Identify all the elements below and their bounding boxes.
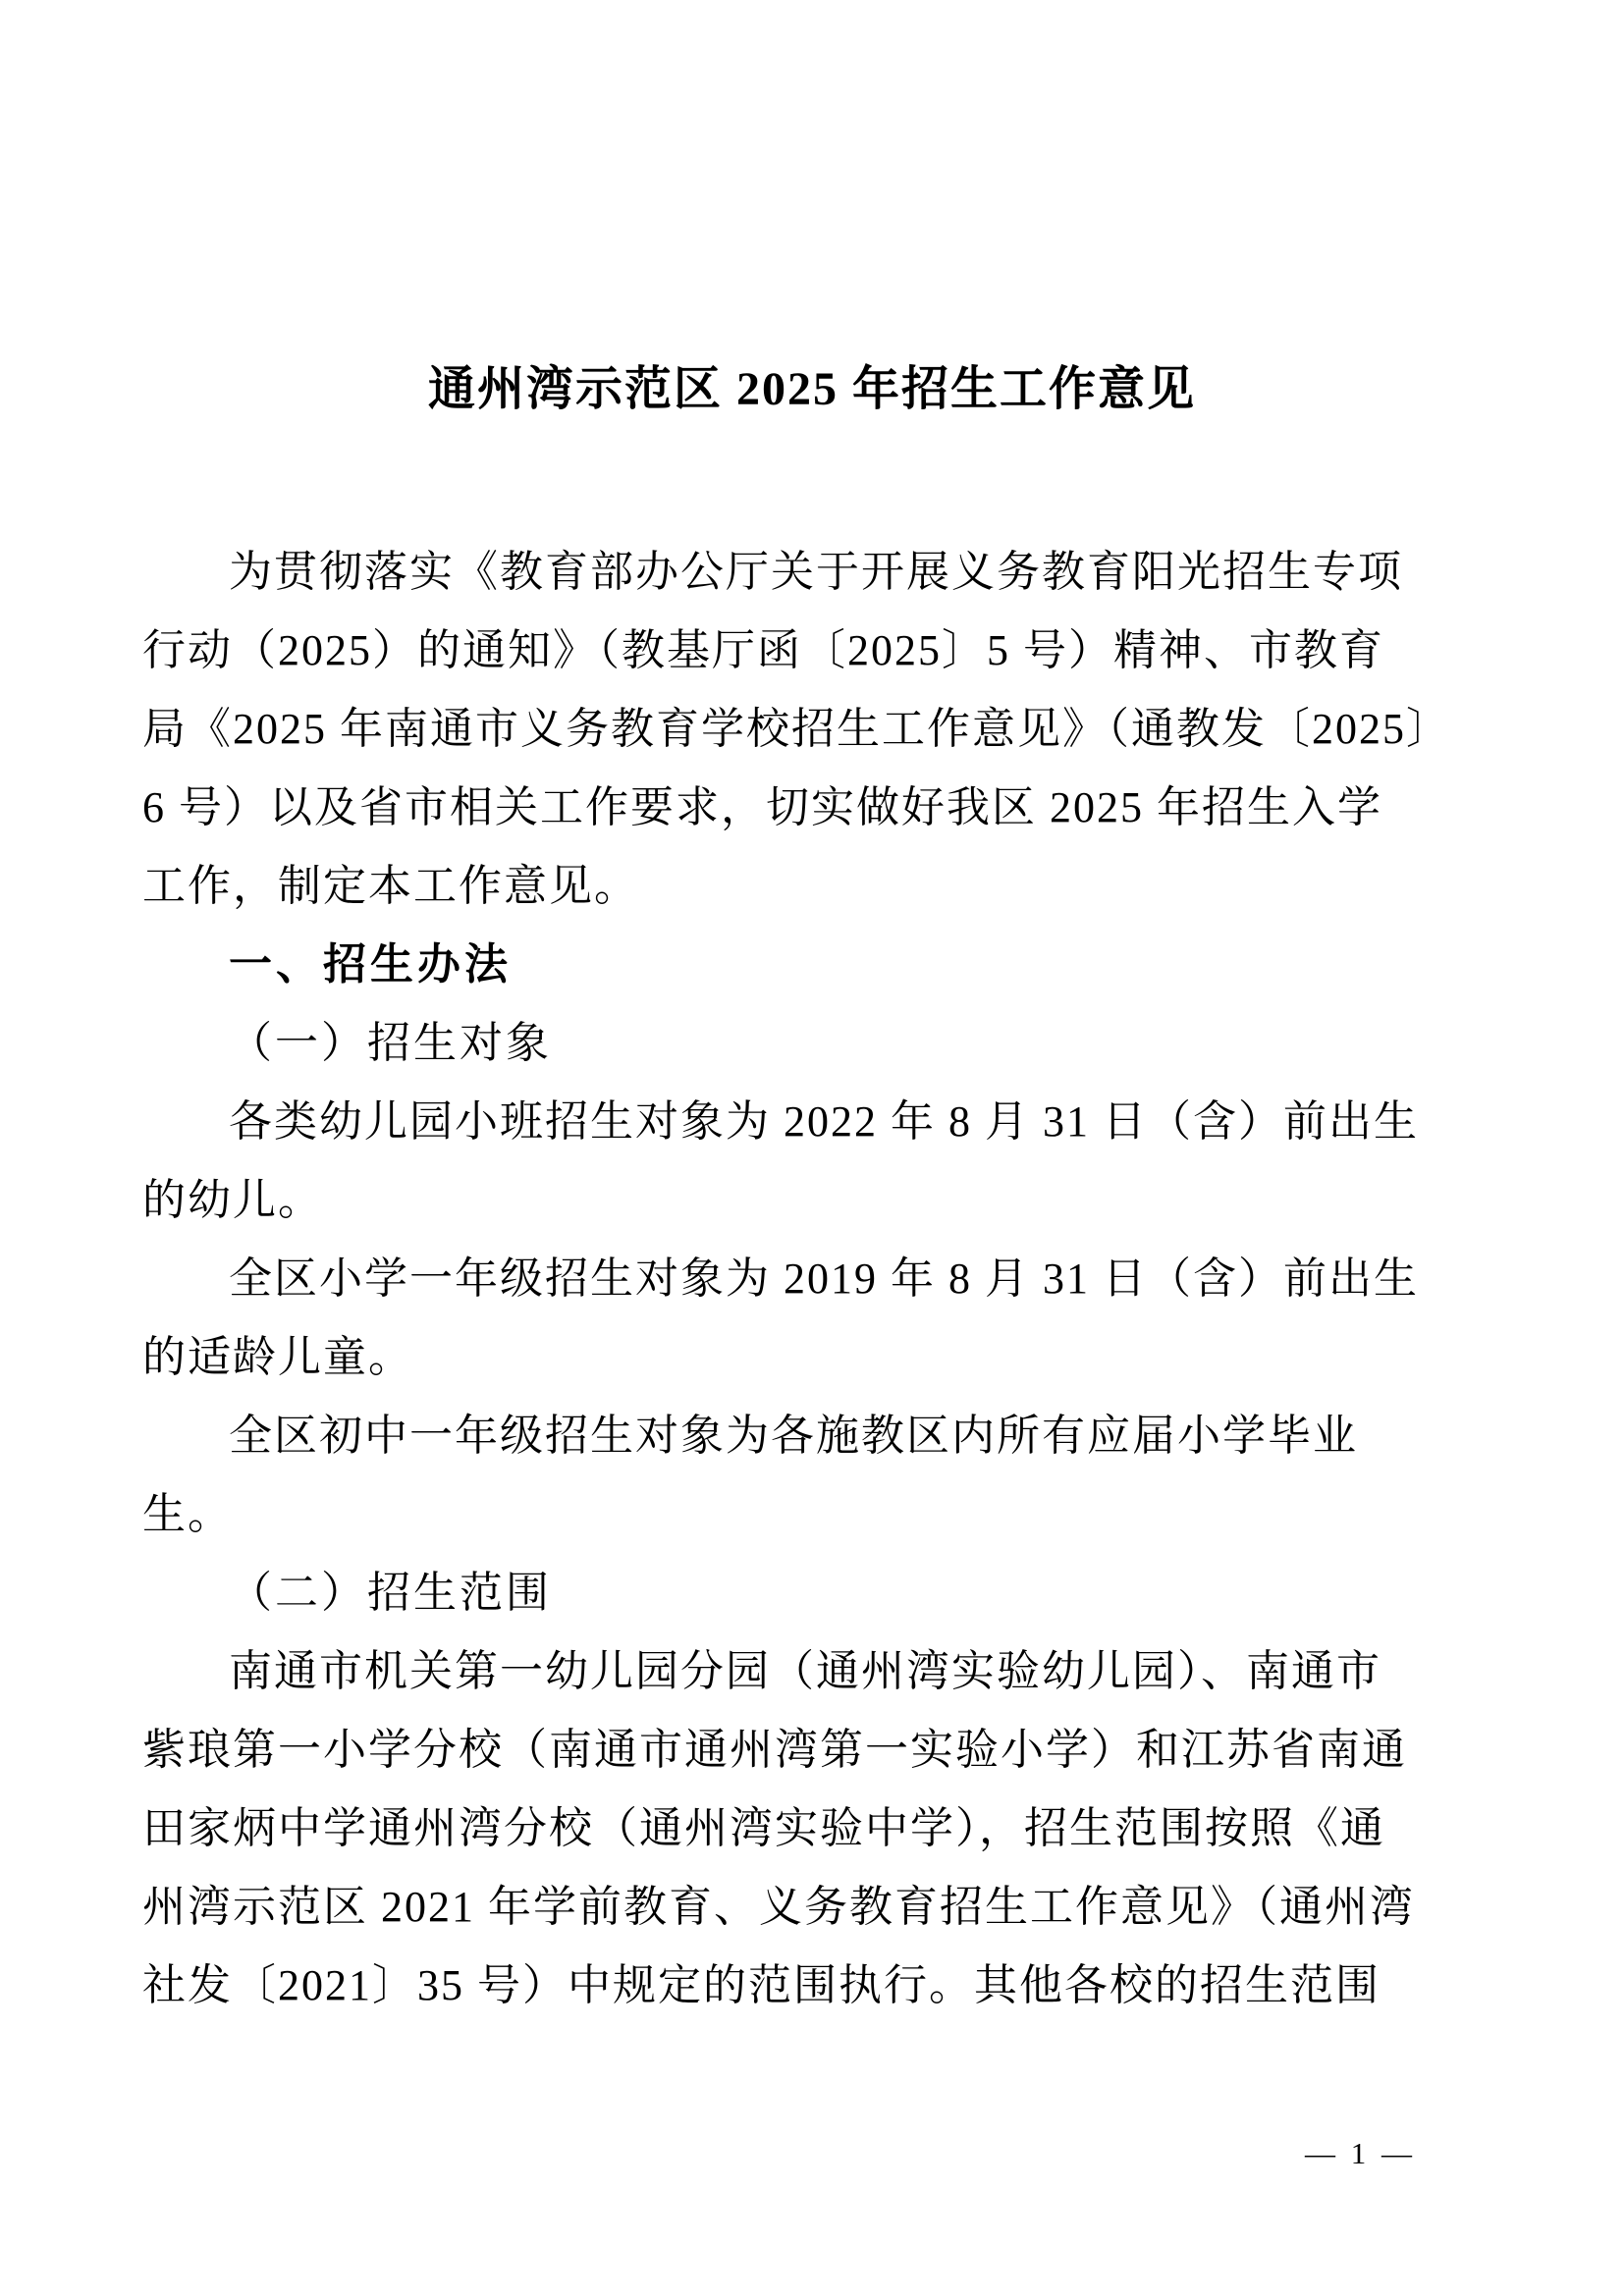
text-line: 工作，制定本工作意见。	[142, 862, 639, 910]
text-line: 社发〔2021〕35 号）中规定的范围执行。其他各校的招生范围	[142, 1961, 1380, 2009]
text-line: 行动（2025）的通知》（教基厅函〔2025〕5 号）精神、市教育	[142, 626, 1384, 674]
text-line: 南通市机关第一幼儿园分园（通州湾实验幼儿园）、南通市	[229, 1647, 1381, 1695]
text-line: 生。	[142, 1490, 233, 1538]
text-line: 的幼儿。	[142, 1176, 323, 1224]
text-line: 全区初中一年级招生对象为各施教区内所有应届小学毕业	[229, 1412, 1358, 1460]
document-title: 通州湾示范区 2025 年招生工作意见	[427, 363, 1196, 415]
sub-heading: （二）招生范围	[229, 1569, 552, 1617]
text-line: 紫琅第一小学分校（南通市通州湾第一实验小学）和江苏省南通	[142, 1726, 1407, 1774]
text-line: 的适龄儿童。	[142, 1333, 413, 1381]
text-line: 局《2025 年南通市义务教育学校招生工作意见》（通教发〔2025〕	[142, 705, 1451, 753]
sub-heading: （一）招生对象	[229, 1019, 552, 1067]
text-line: 州湾示范区 2021 年学前教育、义务教育招生工作意见》（通州湾	[142, 1883, 1415, 1931]
text-line: 为贯彻落实《教育部办公厅关于开展义务教育阳光招生专项	[229, 548, 1403, 596]
text-line: 田家炳中学通州湾分校（通州湾实验中学），招生范围按照《通	[142, 1804, 1385, 1852]
text-line: 各类幼儿园小班招生对象为 2022 年 8 月 31 日（含）前出生	[229, 1097, 1419, 1146]
section-heading: 一、招生办法	[229, 940, 512, 988]
text-line: 6 号）以及省市相关工作要求，切实做好我区 2025 年招生入学	[142, 783, 1382, 831]
text-line: 全区小学一年级招生对象为 2019 年 8 月 31 日（含）前出生	[229, 1255, 1419, 1303]
document-body	[142, 533, 1482, 2025]
page-number: — 1 —	[1305, 2136, 1416, 2170]
